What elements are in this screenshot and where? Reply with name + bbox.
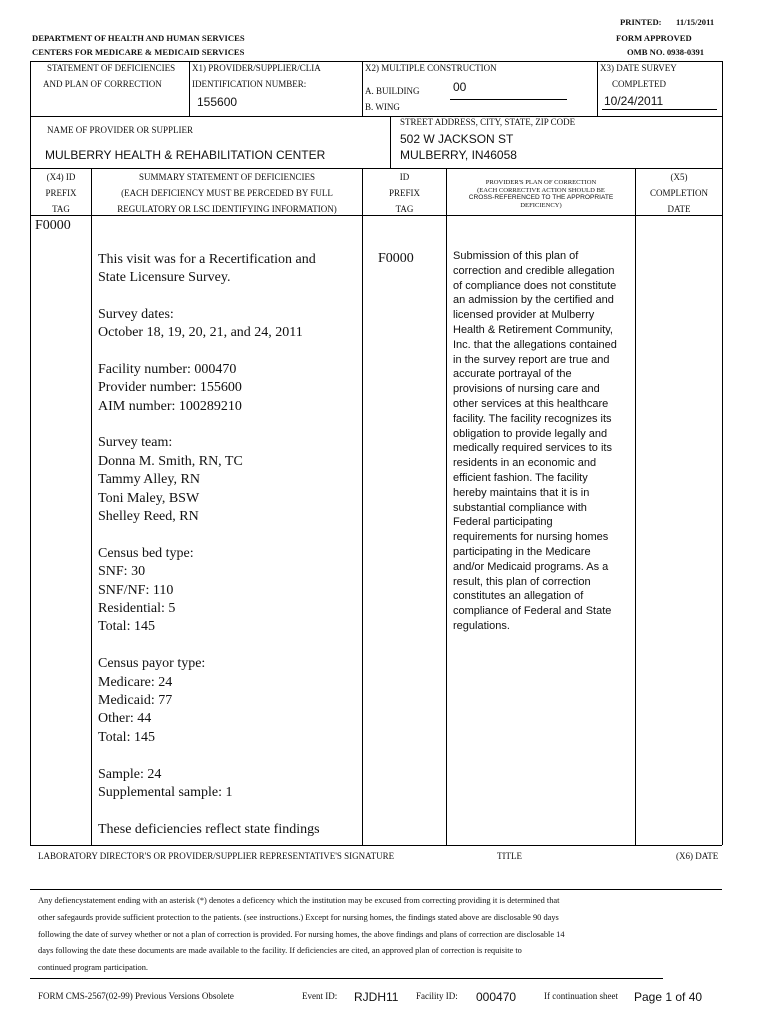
- correction-line: residents in an economic and: [453, 457, 597, 470]
- correction-line: facility. The facility recognizes its: [453, 412, 612, 425]
- correction-line: other services at this healthcare: [453, 397, 609, 410]
- correction-line: result, this plan of correction: [453, 575, 591, 588]
- rule-footer-top: [30, 978, 663, 979]
- correction-line: licensed provider at Mulberry: [453, 309, 595, 322]
- provider-id-value: 155600: [197, 95, 238, 109]
- address-line-1: 502 W JACKSON ST: [400, 132, 514, 146]
- correction-line: Inc. that the allegations contained: [453, 338, 617, 351]
- page-number: Page 1 of 40: [634, 990, 703, 1004]
- department-heading: DEPARTMENT OF HEALTH AND HUMAN SERVICES: [32, 33, 245, 43]
- correction-line: participating in the Medicare: [453, 545, 591, 558]
- correction-line: and/or Medicaid programs. As a: [453, 560, 609, 573]
- x5-header-3: DATE: [667, 204, 691, 214]
- date-label: (X6) DATE: [676, 851, 719, 861]
- summary-line: Shelley Reed, RN: [98, 509, 199, 524]
- summary-line: Medicare: 24: [98, 675, 173, 690]
- summary-header-2: (EACH DEFICIENCY MUST BE PERCEDED BY FULL: [121, 188, 333, 198]
- correction-line: efficient fashion. The facility: [453, 471, 588, 484]
- correction-line: regulations.: [453, 619, 510, 632]
- correction-line: medically required services to its: [453, 442, 612, 455]
- rule-col-id: [446, 168, 447, 845]
- disclaimer-line: following the date of survey whether or not a plan of correction is provided. For nursing homes, the above findings and plans of correction are disclosable 14: [38, 929, 565, 939]
- summary-line: October 18, 19, 20, 21, and 24, 2011: [98, 325, 303, 340]
- printed-label: PRINTED:: [620, 17, 662, 27]
- rule-row2-bottom: [30, 168, 722, 169]
- statement-label: STATEMENT OF DEFICIENCIES: [47, 63, 176, 73]
- rule-x2-left: [362, 61, 363, 116]
- event-id-value: RJDH11: [354, 990, 399, 1004]
- continuation-label: If continuation sheet: [544, 991, 618, 1001]
- centers-heading: CENTERS FOR MEDICARE & MEDICAID SERVICES: [32, 47, 245, 57]
- correction-line: substantial compliance with: [453, 501, 587, 514]
- summary-line: Sample: 24: [98, 767, 162, 782]
- building-label: A. BUILDING: [365, 86, 420, 96]
- summary-line: Other: 44: [98, 711, 152, 726]
- summary-line: Toni Maley, BSW: [98, 491, 200, 506]
- rule-building-underline: [450, 99, 567, 100]
- facility-id-value: 000470: [476, 990, 517, 1004]
- rule-col-header-bottom: [30, 215, 722, 216]
- wing-label: B. WING: [365, 102, 400, 112]
- correction-line: in the survey report are true and: [453, 353, 610, 366]
- plan-header-1: PROVIDER'S PLAN OF CORRECTION: [485, 179, 597, 186]
- correction-line: correction and credible allegation: [453, 264, 615, 277]
- rule-body-bottom: [30, 845, 722, 846]
- rule-col-plan: [635, 168, 636, 845]
- rule-col-summary: [362, 168, 363, 845]
- address-label: STREET ADDRESS, CITY, STATE, ZIP CODE: [400, 117, 576, 127]
- rule-x3-left: [597, 61, 598, 116]
- rule-row1-bottom: [30, 116, 722, 117]
- plan-of-correction: [453, 249, 617, 634]
- x5-header-1: (X5): [670, 172, 688, 182]
- summary-header-1: SUMMARY STATEMENT OF DEFICIENCIES: [138, 172, 316, 182]
- plan-header-2: (EACH CORRECTIVE ACTION SHOULD BE: [477, 186, 605, 194]
- signature-label: LABORATORY DIRECTOR'S OR PROVIDER/SUPPLIER REPRESENTATIVE'S SIGNATURE: [38, 851, 395, 861]
- plan-label: AND PLAN OF CORRECTION: [43, 79, 162, 89]
- building-value: 00: [453, 80, 467, 94]
- summary-line: Supplemental sample: 1: [98, 785, 233, 800]
- summary-line: Census payor type:: [98, 656, 206, 671]
- correction-line: accurate portrayal of the: [453, 368, 572, 381]
- correction-line: compliance of Federal and State: [453, 605, 612, 618]
- rule-disclaimer-top: [30, 889, 722, 890]
- left-prefix-tag: F0000: [35, 218, 71, 233]
- correction-line: of compliance does not constitute: [453, 279, 617, 292]
- x1-label-2: IDENTIFICATION NUMBER:: [192, 79, 307, 89]
- correction-line: an admission by the certified and: [453, 294, 614, 307]
- printed-date: 11/15/2011: [676, 17, 715, 27]
- plan-header: [447, 179, 635, 209]
- summary-line: Census bed type:: [98, 546, 194, 561]
- rule-col-tag: [91, 168, 92, 845]
- correction-line: obligation to provide legally and: [453, 427, 608, 440]
- summary-line: SNF/NF: 110: [98, 583, 174, 598]
- summary-line: Survey dates:: [98, 307, 174, 322]
- summary-line: Facility number: 000470: [98, 362, 237, 377]
- title-label: TITLE: [497, 851, 522, 861]
- plan-header-4: DEFICIENCY): [520, 201, 562, 209]
- provider-name-value: MULBERRY HEALTH & REHABILITATION CENTER: [45, 148, 326, 162]
- disclaimer-line: Any defiencystatement ending with an asterisk (*) denotes a deficency which the institution may be excused from correcting providing it is determined that: [38, 896, 560, 905]
- disclaimer-line: continued program participation.: [38, 963, 149, 973]
- correction-line: hereby maintains that it is in: [453, 486, 590, 499]
- correction-line: constitutes an allegation of: [453, 590, 584, 603]
- disclaimer-line: other safegaurds provide sufficient protection to the patients. (see instructions.) Except for nursing homes, the findings stated above are disclosable 90 days: [38, 912, 559, 922]
- survey-date-value: 10/24/2011: [604, 94, 664, 108]
- rule-x1-left: [189, 61, 190, 116]
- x5-header-2: COMPLETION: [650, 188, 708, 198]
- facility-id-label: Facility ID:: [416, 991, 458, 1001]
- summary-line: Medicaid: 77: [98, 693, 173, 708]
- right-prefix-tag: F0000: [378, 251, 414, 266]
- summary-line: Survey team:: [98, 435, 173, 450]
- summary-line: These deficiencies reflect state findings: [98, 822, 320, 837]
- summary-line: This visit was for a Recertification and: [98, 252, 316, 267]
- x4-header-3: TAG: [52, 204, 70, 214]
- x3-label-2: COMPLETED: [612, 79, 666, 89]
- id-header-2: PREFIX: [388, 188, 420, 198]
- provider-name-label: NAME OF PROVIDER OR SUPPLIER: [47, 125, 194, 135]
- id-header-1: ID: [399, 172, 410, 182]
- correction-line: Health & Retirement Community,: [453, 323, 613, 336]
- disclaimer-line: days following the date these documents are made available to the facility. If deficiencies are cited, an approved plan of correction is requisite to: [38, 946, 522, 956]
- omb-number: OMB NO. 0938-0391: [627, 47, 705, 57]
- summary-line: Total: 145: [98, 619, 155, 634]
- summary-line: Donna M. Smith, RN, TC: [98, 454, 243, 469]
- id-header-3: TAG: [395, 204, 414, 214]
- correction-line: requirements for nursing homes: [453, 531, 609, 544]
- summary-line: AIM number: 100289210: [98, 399, 242, 414]
- rule-address-left: [390, 116, 391, 168]
- summary-line: Tammy Alley, RN: [98, 472, 200, 487]
- summary-header-3: REGULATORY OR LSC IDENTIFYING INFORMATION): [117, 204, 337, 214]
- correction-line: provisions of nursing care and: [453, 383, 600, 396]
- form-number: FORM CMS-2567(02-99) Previous Versions Obsolete: [38, 991, 234, 1001]
- summary-line: Residential: 5: [98, 601, 176, 616]
- x1-label: X1) PROVIDER/SUPPLIER/CLIA: [192, 63, 321, 73]
- summary-line: SNF: 30: [98, 564, 146, 579]
- summary-line: Provider number: 155600: [98, 380, 242, 395]
- x3-label: X3) DATE SURVEY: [600, 63, 677, 73]
- summary-line: State Licensure Survey.: [98, 270, 231, 285]
- address-line-2: MULBERRY, IN46058: [400, 148, 517, 162]
- disclaimer: [38, 893, 565, 977]
- rule-right: [722, 61, 723, 845]
- summary-line: Total: 145: [98, 730, 155, 745]
- correction-line: Submission of this plan of: [453, 250, 579, 262]
- form-approved: FORM APPROVED: [616, 33, 692, 43]
- x2-label: X2) MULTIPLE CONSTRUCTION: [365, 63, 497, 73]
- rule-top: [30, 61, 722, 62]
- rule-date-underline: [602, 109, 717, 110]
- plan-header-3: CROSS-REFERENCED TO THE APPROPRIATE: [468, 194, 614, 202]
- x4-header-1: (X4) ID: [46, 172, 76, 182]
- x4-header-2: PREFIX: [45, 188, 77, 198]
- correction-line: Federal participating: [453, 516, 553, 529]
- event-id-label: Event ID:: [302, 991, 338, 1001]
